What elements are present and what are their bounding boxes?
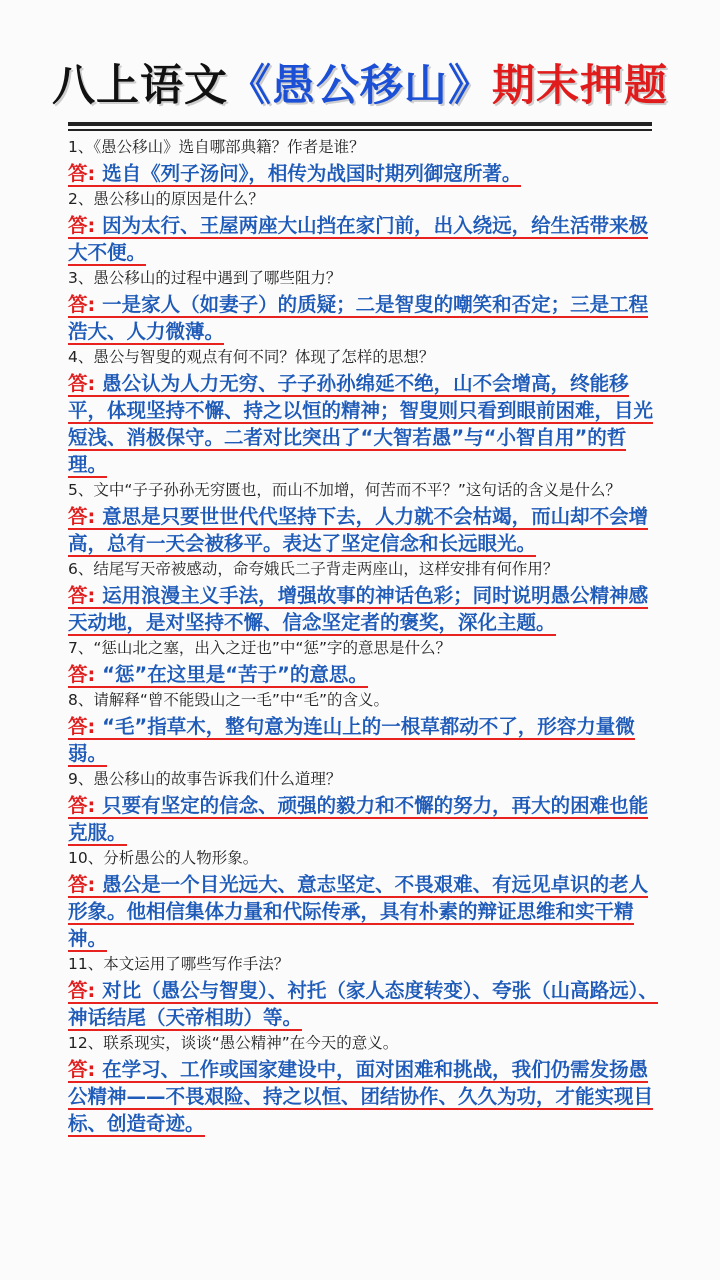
answer-label: 答: bbox=[68, 214, 96, 237]
answer-label: 答: bbox=[68, 584, 96, 607]
qa-item bbox=[66, 557, 658, 636]
answer-text: 因为太行、王屋两座大山挡在家门前，出入绕远，给生活带来极大不便。 bbox=[68, 214, 649, 264]
answer-label: 答: bbox=[68, 1058, 96, 1081]
answer-label: 答: bbox=[68, 505, 96, 528]
answer-label: 答: bbox=[68, 663, 96, 686]
question: 3、愚公移山的过程中遇到了哪些阻力？ bbox=[68, 269, 342, 287]
answer-label: 答: bbox=[68, 293, 96, 316]
answer bbox=[66, 582, 658, 636]
qa-item bbox=[66, 636, 658, 688]
qa-item bbox=[66, 345, 658, 478]
qa-item bbox=[66, 1031, 658, 1137]
answer-text: 选自《列子汤问》，相传为战国时期列御寇所著。 bbox=[102, 162, 522, 185]
answer-label: 答: bbox=[68, 794, 96, 817]
question: 1、《愚公移山》选自哪部典籍？作者是谁？ bbox=[68, 138, 365, 156]
qa-item bbox=[66, 688, 658, 767]
answer-text: “惩”在这里是“苦于”的意思。 bbox=[102, 663, 368, 686]
question: 6、结尾写天帝被感动，命夸娥氏二子背走两座山，这样安排有何作用？ bbox=[68, 560, 559, 578]
qa-item bbox=[66, 135, 658, 187]
answer bbox=[66, 370, 658, 478]
question: 12、联系现实，谈谈“愚公精神”在今天的意义。 bbox=[68, 1034, 399, 1052]
question: 8、请解释“曾不能毁山之一毛”中“毛”的含义。 bbox=[68, 691, 389, 709]
answer bbox=[66, 871, 658, 952]
question: 5、文中“子子孙孙无穷匮也，而山不加增，何苦而不平？”这句话的含义是什么？ bbox=[68, 481, 621, 499]
answer-label: 答: bbox=[68, 873, 96, 896]
qa-item bbox=[66, 478, 658, 557]
answer-text: “毛”指草木，整句意为连山上的一根草都动不了，形容力量微弱。 bbox=[68, 715, 635, 765]
answer-label: 答: bbox=[68, 162, 96, 185]
question: 2、愚公移山的原因是什么？ bbox=[68, 190, 264, 208]
title-part-exam: 期末押题 bbox=[492, 61, 668, 111]
page-title bbox=[0, 52, 720, 120]
answer-label: 答: bbox=[68, 715, 96, 738]
qa-item bbox=[66, 846, 658, 952]
title-divider-thin bbox=[68, 129, 652, 131]
answer bbox=[66, 977, 658, 1031]
question: 10、分析愚公的人物形象。 bbox=[68, 849, 259, 867]
title-divider-thick bbox=[68, 122, 652, 126]
answer bbox=[66, 792, 658, 846]
qa-item bbox=[66, 266, 658, 345]
answer-text: 意思是只要世世代代坚持下去，人力就不会枯竭，而山却不会增高，总有一天会被移平。表达了坚定信念和长远眼光。 bbox=[68, 505, 649, 555]
qa-item bbox=[66, 767, 658, 846]
question: 11、本文运用了哪些写作手法？ bbox=[68, 955, 290, 973]
answer bbox=[66, 212, 658, 266]
answer-label: 答: bbox=[68, 979, 96, 1002]
question: 4、愚公与智叟的观点有何不同？体现了怎样的思想？ bbox=[68, 348, 435, 366]
title-part-text: 《愚公移山》 bbox=[228, 61, 492, 111]
answer bbox=[66, 1056, 658, 1137]
qa-item bbox=[66, 952, 658, 1031]
answer-text: 愚公是一个目光远大、意志坚定、不畏艰难、有远见卓识的老人形象。他相信集体力量和代际传承，具有朴素的辩证思维和实干精神。 bbox=[68, 873, 649, 950]
question: 7、“惩山北之塞，出入之迂也”中“惩”字的意思是什么？ bbox=[68, 639, 451, 657]
answer bbox=[66, 661, 658, 688]
answer-text: 运用浪漫主义手法，增强故事的神话色彩；同时说明愚公精神感天动地，是对坚持不懈、信念坚定者的褒奖，深化主题。 bbox=[68, 584, 649, 634]
answer-text: 只要有坚定的信念、顽强的毅力和不懈的努力，再大的困难也能克服。 bbox=[68, 794, 649, 844]
answer bbox=[66, 160, 658, 187]
answer-text: 在学习、工作或国家建设中，面对困难和挑战，我们仍需发扬愚公精神——不畏艰险、持之以恒、团结协作、久久为功，才能实现目标、创造奇迹。 bbox=[68, 1058, 654, 1135]
answer bbox=[66, 291, 658, 345]
answer-label: 答: bbox=[68, 372, 96, 395]
answer bbox=[66, 503, 658, 557]
answer-text: 对比（愚公与智叟）、衬托（家人态度转变）、夸张（山高路远）、神话结尾（天帝相助）等。 bbox=[68, 979, 658, 1029]
answer bbox=[66, 713, 658, 767]
answer-text: 一是家人（如妻子）的质疑；二是智叟的嘲笑和否定；三是工程浩大、人力微薄。 bbox=[68, 293, 649, 343]
question: 9、愚公移山的故事告诉我们什么道理？ bbox=[68, 770, 342, 788]
qa-item bbox=[66, 187, 658, 266]
title-part-grade: 八上语文 bbox=[52, 61, 228, 111]
answer-text: 愚公认为人力无穷、子子孙孙绵延不绝，山不会增高，终能移平，体现坚持不懈、持之以恒的精神；智叟则只看到眼前困难，目光短浅、消极保守。二者对比突出了“大智若愚”与“小智自用”的哲理。 bbox=[68, 372, 654, 476]
qa-list bbox=[66, 135, 658, 1137]
